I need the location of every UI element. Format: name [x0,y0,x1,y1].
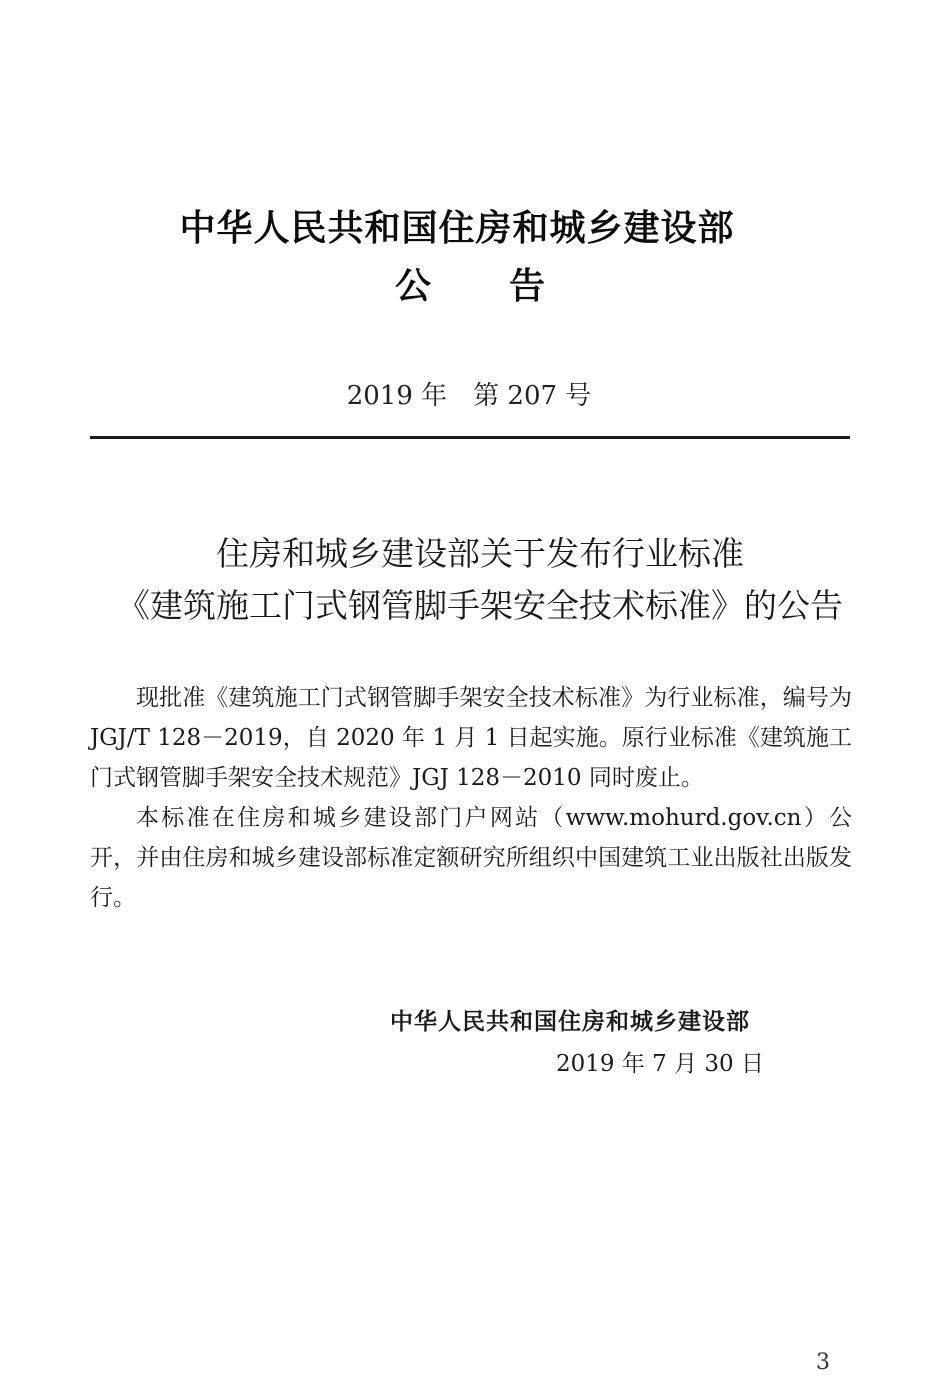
body-paragraph-1: 现批准《建筑施工门式钢管脚手架安全技术标准》为行业标准，编号为 JGJ/T 128－2019，自 2020 年 1 月 1 日起实施。原行业标准《建筑施工门式钢管脚手架安全技术规范》JGJ 128－2010 同时废止。 [90,685,852,791]
body-paragraph-2: 本标准在住房和城乡建设部门户网站（www.mohurd.gov.cn）公开，并由住房和城乡建设部标准定额研究所组织中国建筑工业出版社出版发行。 [90,805,852,911]
document-number: 2019 年 第 207 号 [346,381,592,411]
notice-heading [60,528,900,632]
heading-line-2: 《建筑施工门式钢管脚手架安全技术标准》的公告 [117,586,843,625]
issuer-title: 中华人民共和国住房和城乡建设部 [179,208,735,249]
signature-date: 2019 年 7 月 30 日 [556,1051,764,1077]
heading-line-1: 住房和城乡建设部关于发布行业标准 [216,534,744,573]
header-divider [90,436,850,439]
notice-body [90,678,852,918]
page-number: 3 [816,1350,830,1375]
document-type-title: 公 告 [394,266,547,307]
signature-organization: 中华人民共和国住房和城乡建设部 [390,1009,750,1035]
